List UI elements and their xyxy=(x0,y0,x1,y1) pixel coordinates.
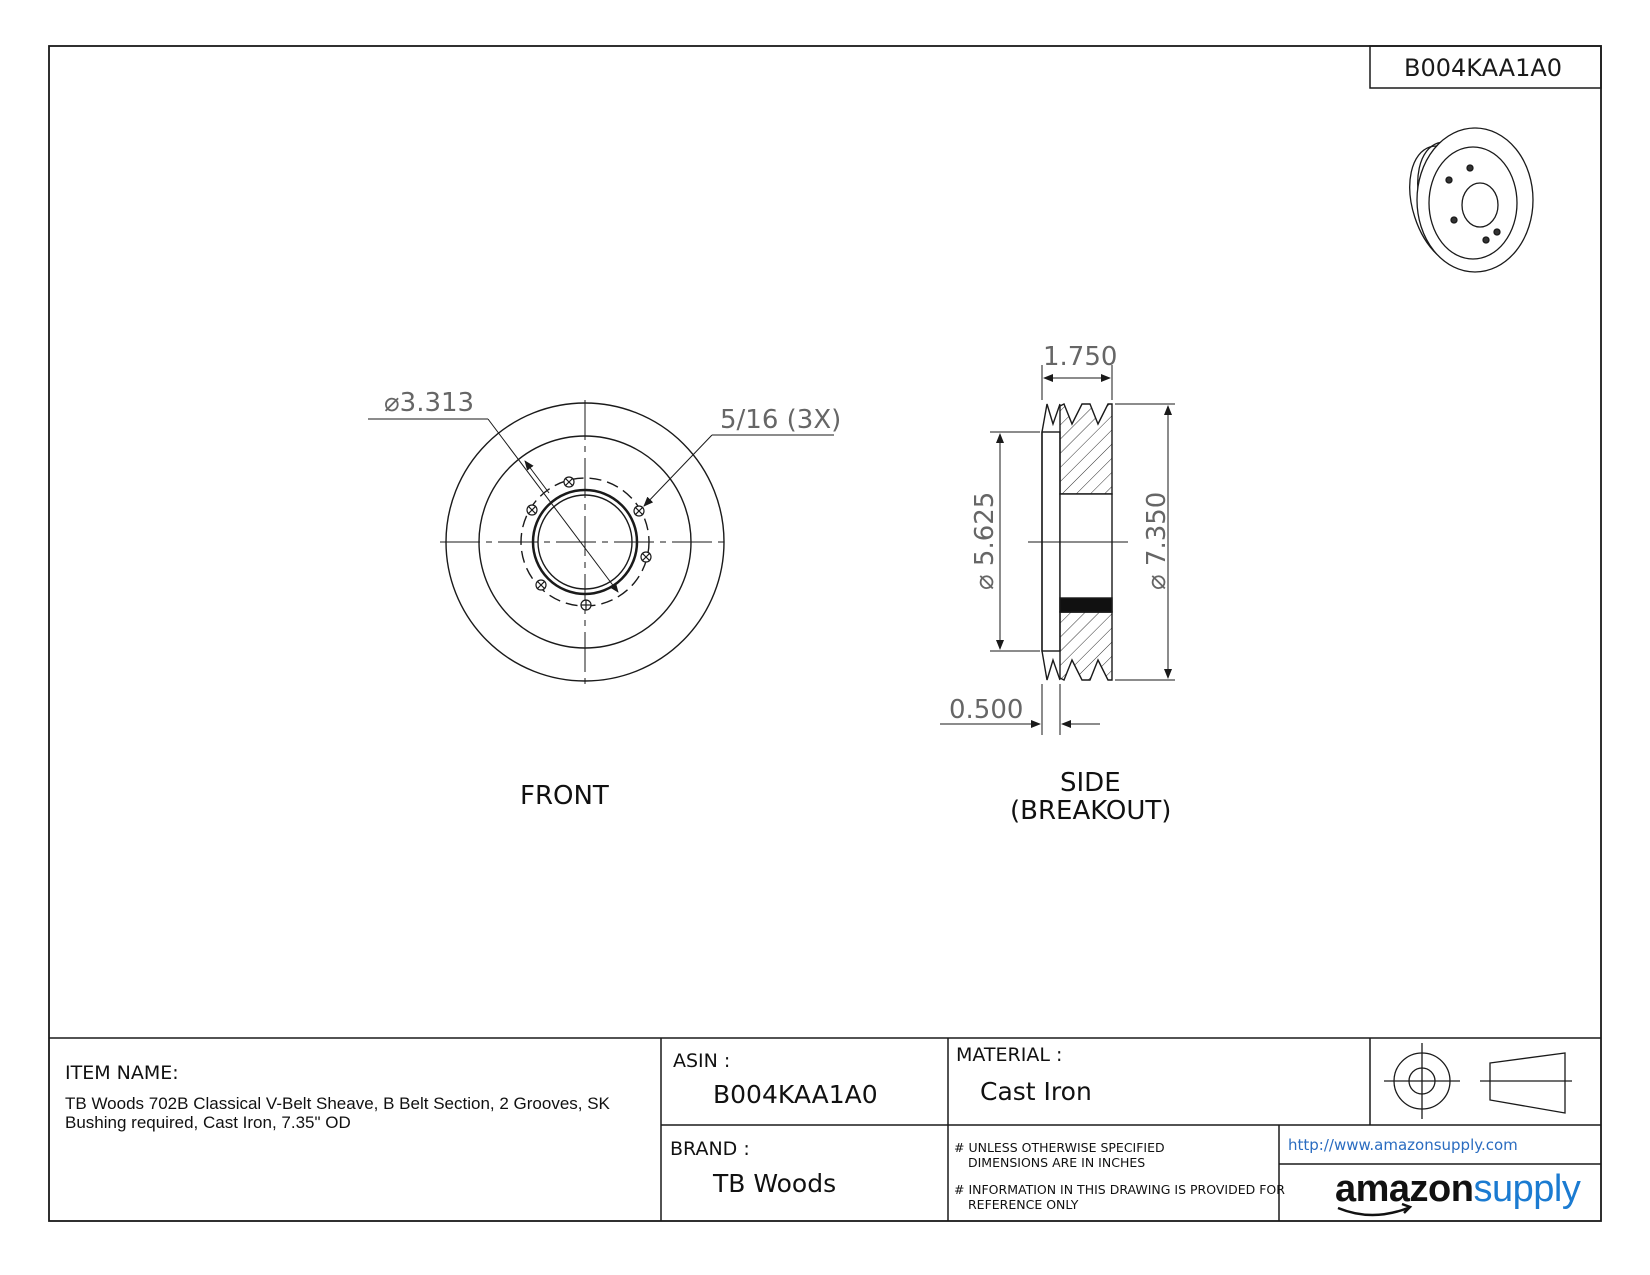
side-view xyxy=(1028,404,1128,680)
note-reference-line2: REFERENCE ONLY xyxy=(968,1197,1079,1212)
dim-hub: ⌀ 5.625 xyxy=(970,491,1000,590)
part-number-label: B004KAA1A0 xyxy=(1404,54,1563,82)
brand-value: TB Woods xyxy=(713,1169,837,1198)
side-view-subtitle: (BREAKOUT) xyxy=(1010,796,1172,826)
note-units-line2: DIMENSIONS ARE IN INCHES xyxy=(968,1155,1146,1170)
dim-offset: 0.500 xyxy=(949,695,1024,725)
item-name-value: TB Woods 702B Classical V-Belt Sheave, B Belt Section, 2 Grooves, SK Bushing required, Cast Iron, 7.35" OD xyxy=(65,1094,610,1132)
dim-bolt-circle: ⌀3.313 xyxy=(384,388,475,418)
dim-width: 1.750 xyxy=(1043,342,1118,372)
material-label: MATERIAL : xyxy=(956,1044,1063,1066)
note-units-line1: # UNLESS OTHERWISE SPECIFIED xyxy=(954,1140,1165,1155)
asin-value: B004KAA1A0 xyxy=(713,1080,878,1109)
diameter-icon: ⌀ xyxy=(970,574,1000,590)
asin-label: ASIN : xyxy=(673,1050,731,1072)
front-view xyxy=(440,400,728,684)
note-reference-line1: # INFORMATION IN THIS DRAWING IS PROVIDED FOR xyxy=(954,1182,1285,1197)
material-value: Cast Iron xyxy=(980,1077,1092,1106)
item-name-label: ITEM NAME: xyxy=(65,1062,179,1084)
diameter-icon: ⌀ xyxy=(384,388,400,418)
dim-od: ⌀ 7.350 xyxy=(1142,491,1172,590)
front-view-title: FRONT xyxy=(520,781,609,811)
isometric-view xyxy=(1396,124,1533,276)
diameter-icon: ⌀ xyxy=(1142,574,1172,590)
brand-label: BRAND : xyxy=(670,1138,750,1160)
dim-holes: 5/16 (3X) xyxy=(720,405,842,435)
website-link[interactable]: http://www.amazonsupply.com xyxy=(1288,1136,1518,1154)
projection-symbol-icon xyxy=(1384,1043,1572,1119)
front-dim-leaders xyxy=(368,419,834,592)
side-view-title: SIDE xyxy=(1060,768,1121,798)
sheet-border xyxy=(49,46,1601,1221)
amazonsupply-logo: amazonsupply xyxy=(1335,1168,1581,1210)
